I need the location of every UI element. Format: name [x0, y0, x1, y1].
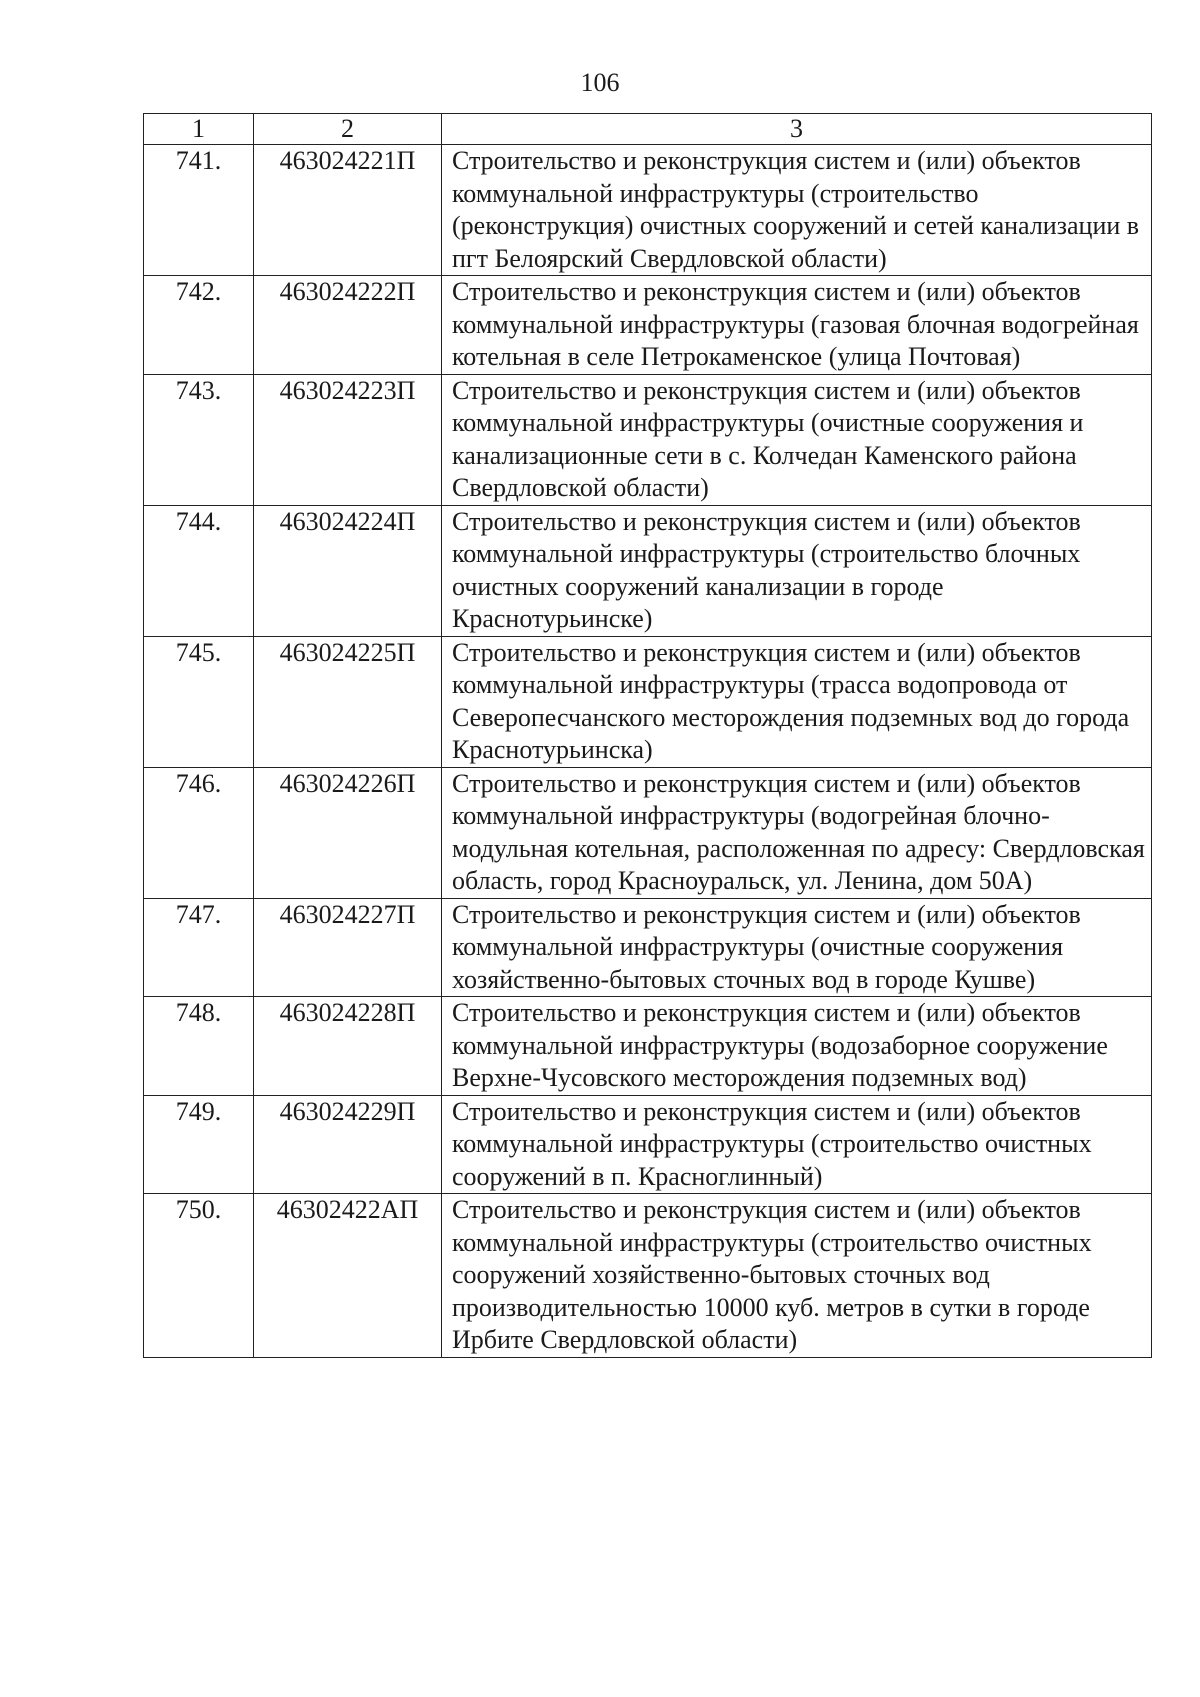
row-description: Строительство и реконструкция систем и (или) объектов коммунальной инфраструктуры (водозаборное сооружение Верхне-Чусовского месторождения подземных вод)	[442, 997, 1152, 1096]
row-number: 747.	[144, 898, 254, 997]
row-code: 463024226П	[254, 767, 442, 898]
row-number: 743.	[144, 374, 254, 505]
row-number: 748.	[144, 997, 254, 1096]
row-code: 463024222П	[254, 276, 442, 375]
table-row	[144, 374, 1152, 505]
row-description: Строительство и реконструкция систем и (или) объектов коммунальной инфраструктуры (газовая блочная водогрейная котельная в селе Петрокаменское (улица Почтовая)	[442, 276, 1152, 375]
row-code: 463024221П	[254, 145, 442, 276]
table-row	[144, 1194, 1152, 1358]
row-number: 742.	[144, 276, 254, 375]
row-number: 750.	[144, 1194, 254, 1358]
table-row	[144, 898, 1152, 997]
row-description: Строительство и реконструкция систем и (или) объектов коммунальной инфраструктуры (строительство (реконструкция) очистных сооружений и сетей канализации в пгт Белоярский Свердловской области)	[442, 145, 1152, 276]
row-description: Строительство и реконструкция систем и (или) объектов коммунальной инфраструктуры (очистные сооружения хозяйственно-бытовых сточных вод в городе Кушве)	[442, 898, 1152, 997]
table-header	[144, 114, 1152, 145]
row-code: 463024229П	[254, 1095, 442, 1194]
row-code: 463024223П	[254, 374, 442, 505]
row-number: 746.	[144, 767, 254, 898]
row-description: Строительство и реконструкция систем и (или) объектов коммунальной инфраструктуры (строительство очистных сооружений хозяйственно-бытовых сточных вод производительностью 10000 куб. метров в сутки в городе Ирбите Свердловской области)	[442, 1194, 1152, 1358]
row-description: Строительство и реконструкция систем и (или) объектов коммунальной инфраструктуры (строительство очистных сооружений в п. Красноглинный)	[442, 1095, 1152, 1194]
header-col-1: 1	[144, 114, 254, 145]
row-code: 463024228П	[254, 997, 442, 1096]
row-code: 46302422АП	[254, 1194, 442, 1358]
row-description: Строительство и реконструкция систем и (или) объектов коммунальной инфраструктуры (водогрейная блочно-модульная котельная, расположенная по адресу: Свердловская область, город Красноуральск, ул. Ленина, дом 50А)	[442, 767, 1152, 898]
row-number: 749.	[144, 1095, 254, 1194]
table-row	[144, 505, 1152, 636]
row-code: 463024225П	[254, 636, 442, 767]
header-row	[144, 114, 1152, 145]
projects-table	[143, 113, 1152, 1358]
row-number: 744.	[144, 505, 254, 636]
row-number: 741.	[144, 145, 254, 276]
table-row	[144, 1095, 1152, 1194]
table-row	[144, 636, 1152, 767]
page-number: 106	[580, 68, 620, 97]
row-description: Строительство и реконструкция систем и (или) объектов коммунальной инфраструктуры (очистные сооружения и канализационные сети в с. Колчедан Каменского района Свердловской области)	[442, 374, 1152, 505]
table-row	[144, 145, 1152, 276]
table-row	[144, 997, 1152, 1096]
header-col-3: 3	[442, 114, 1152, 145]
row-description: Строительство и реконструкция систем и (или) объектов коммунальной инфраструктуры (трасса водопровода от Северопесчанского месторождения подземных вод до города Краснотурьинска)	[442, 636, 1152, 767]
table-row	[144, 767, 1152, 898]
table-body	[144, 145, 1152, 1358]
row-code: 463024224П	[254, 505, 442, 636]
row-code: 463024227П	[254, 898, 442, 997]
row-description: Строительство и реконструкция систем и (или) объектов коммунальной инфраструктуры (строительство блочных очистных сооружений канализации в городе Краснотурьинске)	[442, 505, 1152, 636]
header-col-2: 2	[254, 114, 442, 145]
table-row	[144, 276, 1152, 375]
row-number: 745.	[144, 636, 254, 767]
